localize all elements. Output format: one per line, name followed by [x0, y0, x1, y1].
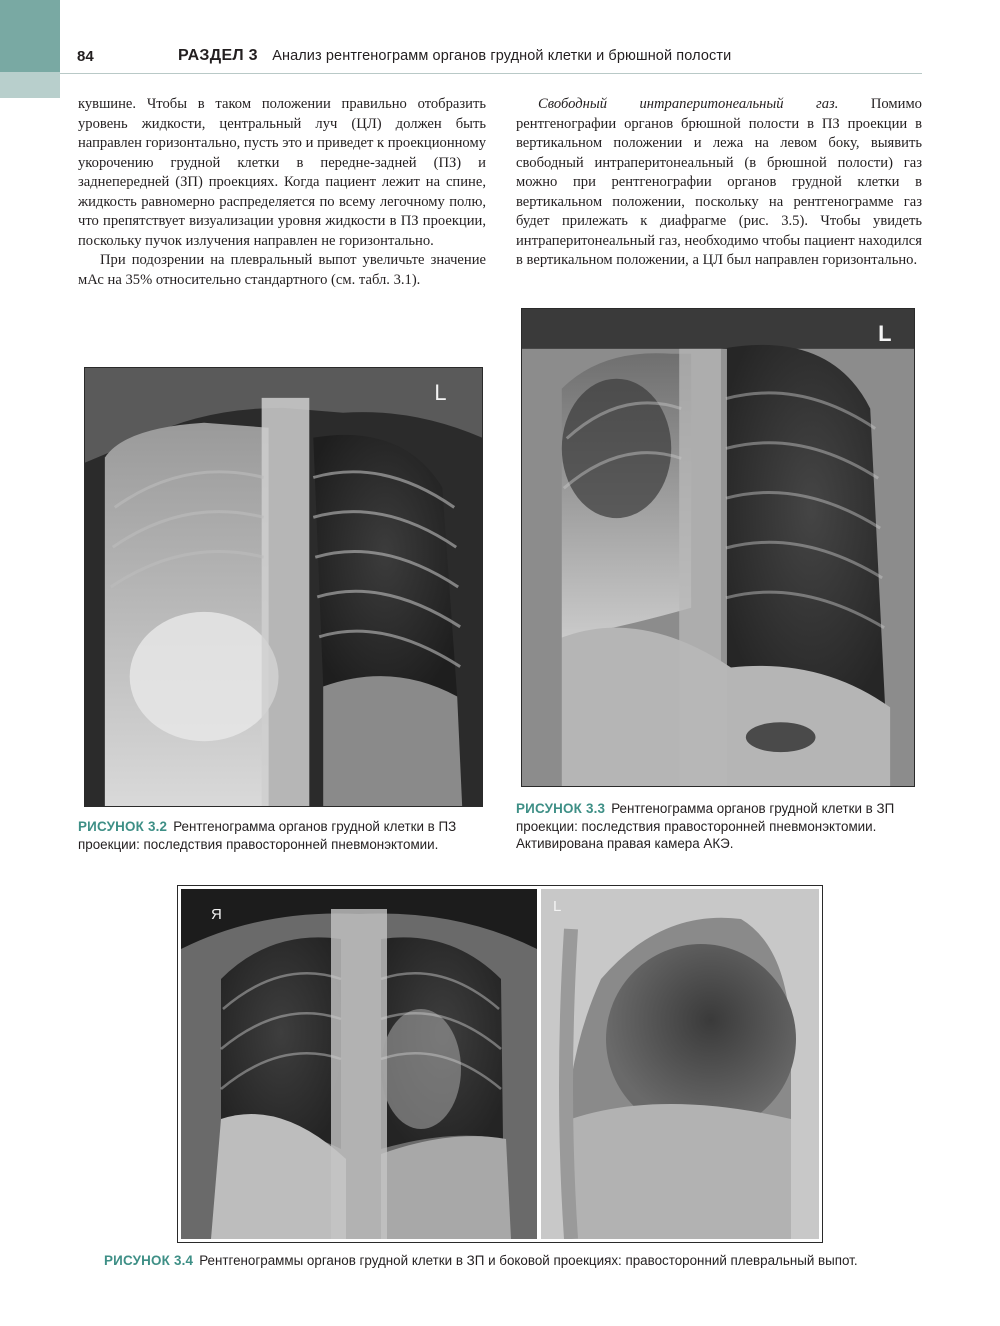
left-text-column: [78, 95, 486, 290]
figure-label: РИСУНОК 3.3: [516, 801, 606, 816]
figure-label: РИСУНОК 3.2: [78, 819, 168, 834]
figure-caption: [78, 818, 486, 853]
page-number: 84: [77, 48, 94, 65]
chest-xray-lateral-image: [541, 889, 819, 1239]
figure-3-4-radiographs: [177, 885, 823, 1243]
running-head: [178, 47, 731, 65]
figure-label: РИСУНОК 3.4: [104, 1253, 194, 1268]
body-paragraph: При подозрении на плевральный выпот увеличьте значение мАс на 35% относительно стандартного (см. табл. 3.1).: [78, 252, 486, 288]
chest-xray-pa-image: [181, 889, 537, 1239]
figure-caption: [516, 800, 926, 853]
chest-xray-ap-image: [85, 368, 482, 806]
section-title: Анализ рентгенограмм органов грудной клетки и брюшной полости: [272, 48, 732, 64]
header-rule: [60, 73, 922, 74]
section-label: РАЗДЕЛ 3: [178, 47, 258, 64]
film-marker: L: [553, 898, 562, 915]
film-marker: Я: [211, 906, 222, 923]
figure-caption-text: Рентгенограмма органов грудной клетки в ПЗ проекции: последствия правосторонней пневмонэктомии.: [78, 819, 457, 852]
figure-caption-text: Рентгенограммы органов грудной клетки в ЗП и боковой проекциях: правосторонний плевральный выпот.: [199, 1253, 858, 1268]
figure-3-3-radiograph: [521, 308, 915, 787]
figure-caption: [104, 1252, 924, 1270]
film-marker: L: [434, 379, 447, 405]
paragraph-lead-in: Свободный интраперитонеальный газ.: [538, 96, 839, 112]
body-paragraph: кувшине. Чтобы в таком положении правильно отобразить уровень жидкости, центральный луч (ЦЛ) должен быть направлен горизонтально, пусть это и приведет к проекционному укорочению грудной клетки в передне-задней (ПЗ) и заднепередней (ЗП) проекциях. Когда пациент лежит на спине, жидкость равномерно распределяется по всему легочному полю, что препятствует визуализации уровня жидкости в ПЗ проекции, поскольку пучок излучения направлен не горизонтально.: [78, 96, 486, 249]
section-color-tab-light: [0, 72, 60, 98]
body-paragraph: [516, 95, 922, 271]
pa-projection-panel: [181, 889, 537, 1239]
paragraph-text: Помимо рентгенографии органов брюшной полости в ПЗ проекции в вертикальном положении и лежа на левом боку, выявить свободный интраперитонеальный (в брюшной полости) газ можно при рентгенографии органов грудной клетки в вертикальном положении, поскольку на рентгенограмме газ будет прилежать к диафрагме (рис. 3.5). Чтобы увидеть интраперитонеальный газ, необходимо чтобы пациент находился в вертикальном положении, а ЦЛ был направлен горизонтально.: [516, 96, 922, 269]
film-marker: L: [878, 320, 892, 346]
right-text-column: [516, 95, 922, 271]
lateral-projection-panel: [541, 889, 819, 1239]
figure-caption-text: Рентгенограмма органов грудной клетки в ЗП проекции: последствия правосторонней пневмонэктомии. Активирована правая камера АКЭ.: [516, 801, 895, 851]
chest-xray-pa-image: [522, 309, 914, 786]
figure-3-2-radiograph: [84, 367, 483, 807]
